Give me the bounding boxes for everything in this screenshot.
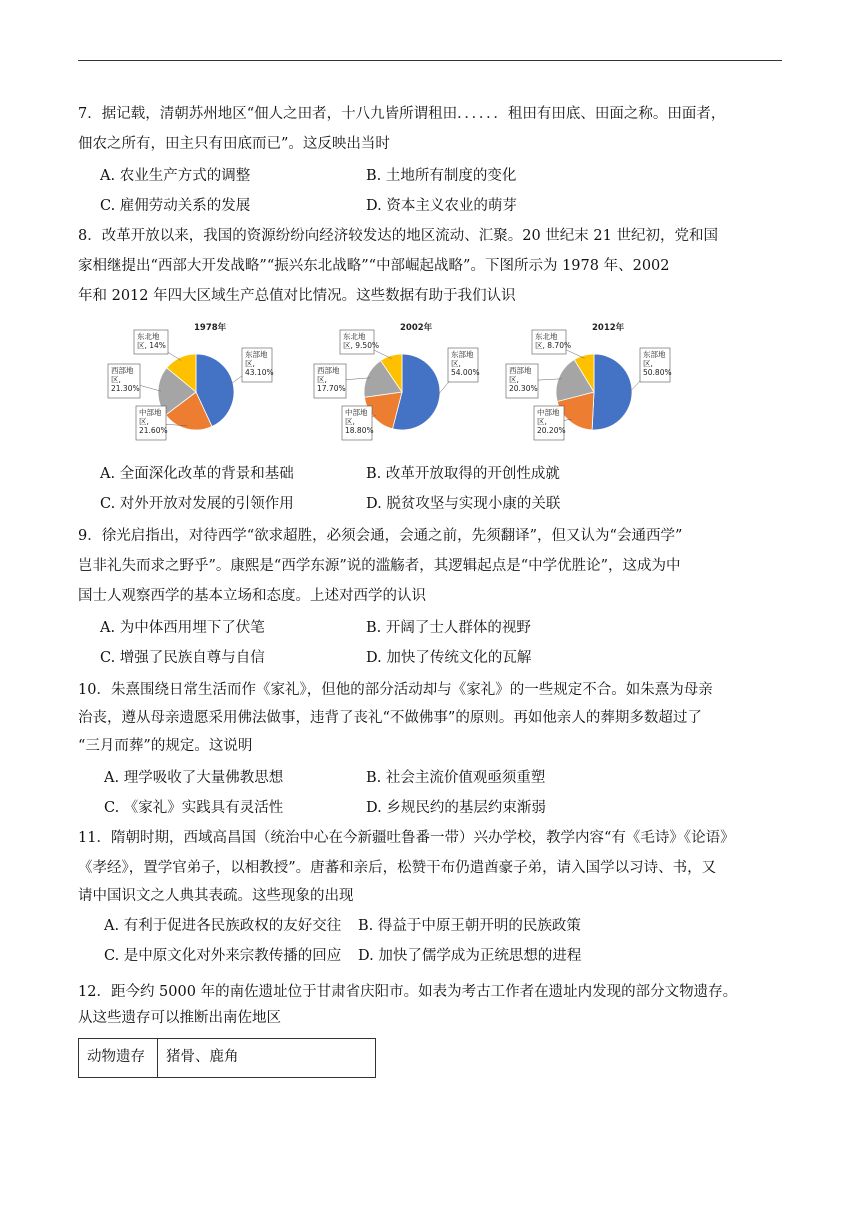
data-label: 东部地	[451, 350, 474, 359]
q10-option-d[interactable]: D. 乡规民约的基层约束渐弱	[366, 800, 546, 816]
chart-title: 2002年	[400, 323, 433, 333]
relics-table	[78, 1038, 376, 1078]
data-label: 50.80%	[643, 368, 672, 377]
header-rule	[78, 60, 782, 61]
q10-option-c[interactable]: C. 《家礼》实践具有灵活性	[104, 800, 284, 816]
pie-chart-2012	[504, 318, 684, 454]
q10-stem-line: 治丧，遵从母亲遗愿采用佛法做事，违背了丧礼“不做佛事”的原则。再如他亲人的葬期多数超过了	[78, 710, 702, 726]
data-label: 43.10%	[245, 368, 274, 377]
data-label: 区,	[537, 417, 547, 426]
q12-stem-line: 12．距今约 5000 年的南佐遗址位于甘肃省庆阳市。如表为考古工作者在遗址内发现的部分文物遗存。	[78, 984, 738, 1000]
q8-stem-line: 年和 2012 年四大区域生产总值对比情况。这些数据有助于我们认识	[78, 288, 516, 304]
data-label: 区,	[643, 359, 653, 368]
data-label: 区,	[139, 417, 149, 426]
chart-title: 1978年	[194, 323, 227, 333]
data-label: 区,	[451, 359, 461, 368]
data-label: 西部地	[111, 366, 134, 375]
data-label: 中部地	[139, 408, 162, 417]
q10-option-b[interactable]: B. 社会主流价值观亟须重塑	[366, 770, 546, 786]
data-label: 中部地	[537, 408, 560, 417]
data-label: 东北地	[535, 332, 558, 341]
q8-option-a[interactable]: A. 全面深化改革的背景和基础	[100, 466, 294, 482]
q8-option-c[interactable]: C. 对外开放对发展的引领作用	[100, 496, 294, 512]
q11-stem-line: 11．隋朝时期，西域高昌国（统治中心在今新疆吐鲁番一带）兴办学校，教学内容“有《毛诗》《论语》	[78, 830, 735, 846]
q9-stem-line: 国士人观察西学的基本立场和态度。上述对西学的认识	[78, 588, 426, 604]
data-label: 54.00%	[451, 368, 480, 377]
q7-option-d[interactable]: D. 资本主义农业的萌芽	[366, 198, 517, 214]
table-row-value: 猪骨、鹿角	[158, 1039, 376, 1078]
q10-stem-line: 10．朱熹围绕日常生活而作《家礼》，但他的部分活动却与《家礼》的一些规定不合。如朱熹为母亲	[78, 682, 713, 698]
q10-stem-line: “三月而葬”的规定。这说明	[78, 738, 253, 754]
q9-option-a[interactable]: A. 为中体西用埋下了伏笔	[100, 620, 265, 636]
q11-stem-line: 请中国识文之人典其表疏。这些现象的出现	[78, 888, 354, 904]
q10-option-a[interactable]: A. 理学吸收了大量佛教思想	[104, 770, 284, 786]
q8-option-d[interactable]: D. 脱贫攻坚与实现小康的关联	[366, 496, 561, 512]
q11-option-d[interactable]: D. 加快了儒学成为正统思想的进程	[358, 948, 582, 964]
q7-option-a[interactable]: A. 农业生产方式的调整	[100, 168, 251, 184]
data-label: 中部地	[345, 408, 368, 417]
data-label: 17.70%	[317, 384, 346, 393]
table-row-label: 动物遗存	[79, 1039, 158, 1078]
q7-option-c[interactable]: C. 雇佣劳动关系的发展	[100, 198, 251, 214]
data-label: 区, 14%	[137, 341, 166, 350]
data-label: 18.80%	[345, 426, 374, 435]
table-row	[79, 1039, 376, 1078]
data-label: 区,	[111, 375, 121, 384]
data-label: 东部地	[245, 350, 268, 359]
q8-stem-line: 8．改革开放以来，我国的资源纷纷向经济较发达的地区流动、汇聚。20 世纪末 21 世纪初，党和国	[78, 228, 718, 244]
data-label: 东部地	[643, 350, 666, 359]
data-label: 20.20%	[537, 426, 566, 435]
q7-option-b[interactable]: B. 土地所有制度的变化	[366, 168, 517, 184]
data-label: 西部地	[317, 366, 340, 375]
data-label: 区,	[317, 375, 327, 384]
q11-stem-line: 《孝经》，置学官弟子，以相教授”。唐蕃和亲后，松赞干布仍遣酋豪子弟，请入国学以习诗、书，又	[78, 860, 717, 876]
q9-option-c[interactable]: C. 增强了民族自尊与自信	[100, 650, 265, 666]
q11-option-b[interactable]: B. 得益于中原王朝开明的民族政策	[358, 918, 581, 934]
q11-option-c[interactable]: C. 是中原文化对外来宗教传播的回应	[104, 948, 342, 964]
q12-stem-line: 从这些遗存可以推断出南佐地区	[78, 1010, 281, 1026]
q7-stem-line: 佃农之所有，田主只有田底而已”。这反映出当时	[78, 136, 390, 152]
q7-stem-line: 7．据记载，清朝苏州地区“佃人之田者，十八九皆所谓租田．．．．．．租田有田底、田面之称。田面者，	[78, 106, 726, 122]
q9-stem-line: 9．徐光启指出，对待西学“欲求超胜，必须会通，会通之前，先须翻译”，但又认为“会通西学”	[78, 528, 683, 544]
data-label: 区, 9.50%	[343, 341, 380, 350]
pie-slice	[592, 354, 632, 430]
q8-stem-line: 家相继提出“西部大开发战略”“振兴东北战略”“中部崛起战略”。下图所示为 1978 年、2002	[78, 258, 670, 274]
data-label: 21.30%	[111, 384, 140, 393]
q9-stem-line: 岂非礼失而求之野乎”。康熙是“西学东源”说的滥觞者，其逻辑起点是“中学优胜论”，这成为中	[78, 558, 681, 574]
data-label: 东北地	[343, 332, 366, 341]
q8-option-b[interactable]: B. 改革开放取得的开创性成就	[366, 466, 560, 482]
pie-chart-2002	[312, 318, 492, 454]
data-label: 区,	[345, 417, 355, 426]
data-label: 21.60%	[139, 426, 168, 435]
q9-option-b[interactable]: B. 开阔了士人群体的视野	[366, 620, 531, 636]
data-label: 东北地	[137, 332, 160, 341]
data-label: 西部地	[509, 366, 532, 375]
chart-title: 2012年	[592, 323, 625, 333]
pie-chart-1978	[106, 318, 286, 454]
data-label: 区,	[245, 359, 255, 368]
data-label: 区,	[509, 375, 519, 384]
q9-option-d[interactable]: D. 加快了传统文化的瓦解	[366, 650, 532, 666]
data-label: 区, 8.70%	[535, 341, 572, 350]
data-label: 20.30%	[509, 384, 538, 393]
q11-option-a[interactable]: A. 有利于促进各民族政权的友好交往	[104, 918, 342, 934]
